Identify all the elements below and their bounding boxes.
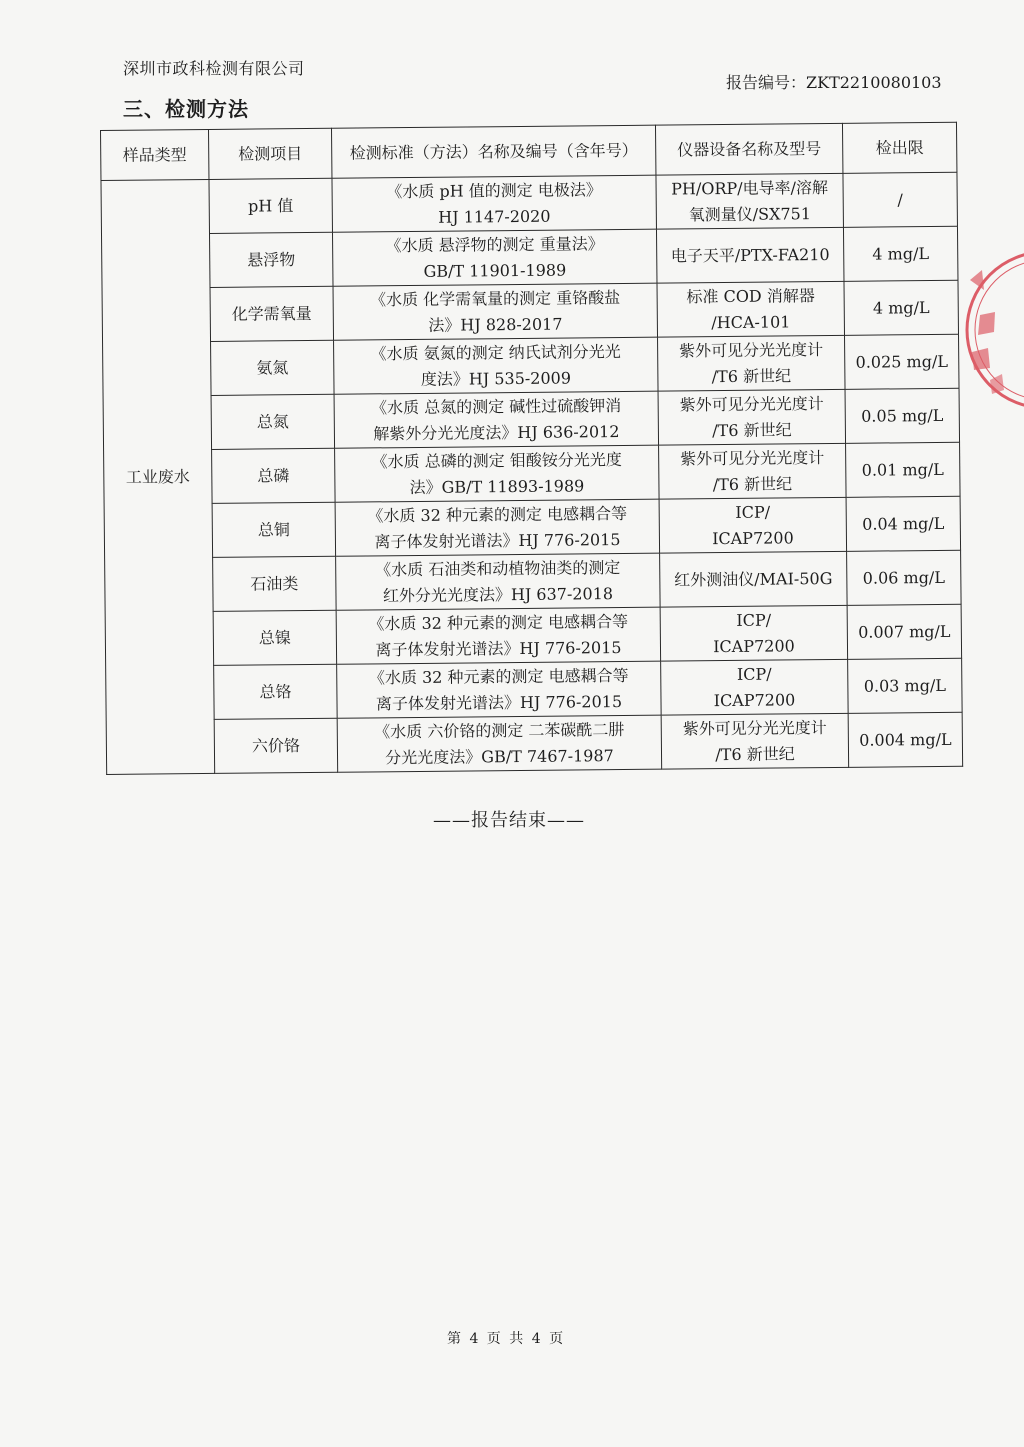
instrument-line: /T6 新世纪 — [712, 473, 793, 494]
page-number: 第 4 页 共 4 页 — [447, 1331, 564, 1347]
detection-limit-cell: 0.004 mg/L — [848, 712, 963, 767]
table-body — [101, 172, 963, 774]
instrument-line: 氧测量仪/SX751 — [688, 203, 812, 224]
col-header-standard: 检测标准（方法）名称及编号（含年号） — [331, 125, 655, 178]
instrument-cell — [659, 443, 847, 499]
report-number: 报告编号：ZKT2210080103 — [726, 73, 942, 92]
section-title: 三、检测方法 — [123, 97, 249, 121]
table-row — [106, 658, 962, 720]
test-item-cell: 悬浮物 — [209, 232, 333, 287]
instrument-line: 标准 COD 消解器 — [686, 285, 815, 306]
detection-limit-cell: 0.01 mg/L — [846, 442, 961, 497]
test-item-cell: 氨氮 — [211, 340, 335, 395]
standard-line: 《水质 总磷的测定 钼酸铵分光光度 — [371, 449, 622, 471]
standard-line: 红外分光光度法》HJ 637-2018 — [382, 583, 614, 605]
test-item-cell: 总铬 — [214, 664, 338, 719]
instrument-line: /T6 新世纪 — [712, 419, 792, 440]
instrument-line: 红外测油仪/MAI-50G — [674, 568, 833, 590]
standard-line: 《水质 总氮的测定 碱性过硫酸钾消 — [370, 395, 622, 417]
col-header-limit: 检出限 — [842, 122, 956, 173]
instrument-line: ICAP7200 — [712, 527, 794, 548]
standard-line: 《水质 六价铬的测定 二苯碳酰二肼 — [374, 719, 625, 741]
standard-line: 离子体发射光谱法》HJ 776-2015 — [374, 529, 621, 551]
instrument-line: ICP/ — [736, 664, 772, 684]
table-row — [102, 226, 958, 288]
standard-cell — [336, 553, 661, 610]
instrument-line: ICAP7200 — [713, 689, 796, 710]
instrument-line: 电子天平/PTX-FA210 — [670, 244, 830, 266]
standard-cell — [333, 283, 658, 340]
standard-cell — [337, 661, 662, 718]
test-item-cell: 石油类 — [213, 556, 337, 611]
table-row — [102, 280, 958, 342]
instrument-cell — [661, 713, 849, 769]
standard-line: 度法》HJ 535-2009 — [420, 367, 572, 389]
method-table-wrapper — [100, 122, 962, 775]
table-row — [105, 550, 961, 612]
standard-line: 《水质 氨氮的测定 纳氏试剂分光光 — [370, 341, 621, 363]
detection-limit-cell: 0.025 mg/L — [845, 334, 960, 389]
standard-line: 《水质 化学需氧量的测定 重铬酸盐 — [369, 287, 621, 309]
standard-line: 法》GB/T 11893-1989 — [409, 475, 585, 497]
instrument-cell — [656, 173, 844, 229]
standard-line: 离子体发射光谱法》HJ 776-2015 — [375, 691, 623, 713]
table-row — [103, 388, 959, 450]
instrument-cell — [660, 551, 848, 607]
instrument-line: /T6 新世纪 — [711, 365, 792, 386]
instrument-line: 紫外可见分光光度计 — [679, 393, 824, 414]
detection-limit-cell: 0.05 mg/L — [845, 388, 960, 443]
instrument-cell — [658, 335, 846, 391]
table-row — [104, 442, 960, 504]
table-row — [101, 172, 957, 234]
test-item-cell: 六价铬 — [214, 718, 338, 773]
standard-line: 分光光度法》GB/T 7467-1987 — [385, 745, 614, 767]
detection-limit-cell: 4 mg/L — [843, 226, 958, 281]
instrument-cell — [657, 281, 845, 337]
report-end-mark: ——报告结束—— — [433, 810, 585, 831]
standard-line: HJ 1147-2020 — [438, 206, 551, 227]
table-row — [103, 334, 959, 396]
instrument-line: 紫外可见分光光度计 — [682, 717, 827, 738]
standard-cell — [335, 445, 660, 502]
standard-cell — [336, 607, 661, 664]
detection-limit-cell: 0.007 mg/L — [847, 604, 962, 659]
detection-limit-cell: 0.06 mg/L — [847, 550, 962, 605]
instrument-line: ICP/ — [735, 502, 771, 522]
test-item-cell: 总镍 — [213, 610, 337, 665]
test-item-cell: 化学需氧量 — [210, 286, 334, 341]
table-header-row — [101, 122, 957, 180]
standard-cell — [332, 175, 657, 232]
standard-line: 离子体发射光谱法》HJ 776-2015 — [375, 637, 622, 659]
standard-line: 法》HJ 828-2017 — [428, 314, 563, 335]
instrument-cell — [659, 497, 847, 553]
method-table — [100, 122, 963, 775]
standard-cell — [337, 715, 662, 772]
instrument-cell — [660, 605, 848, 661]
sample-type-cell: 工业废水 — [101, 179, 215, 774]
detection-limit-cell: 0.04 mg/L — [846, 496, 961, 551]
standard-line: 《水质 悬浮物的测定 重量法》 — [385, 233, 604, 255]
col-header-item: 检测项目 — [208, 128, 331, 179]
test-item-cell: pH 值 — [209, 178, 333, 233]
instrument-line: ICP/ — [736, 610, 772, 630]
standard-line: 《水质 石油类和动植物油类的测定 — [375, 557, 621, 579]
instrument-cell — [661, 659, 849, 715]
standard-line: 《水质 pH 值的测定 电极法》 — [386, 179, 602, 201]
table-row — [104, 496, 960, 558]
col-header-instrument: 仪器设备名称及型号 — [655, 123, 842, 175]
instrument-line: PH/ORP/电导率/溶解 — [671, 177, 829, 199]
instrument-line: /HCA-101 — [711, 311, 791, 332]
instrument-line: 紫外可见分光光度计 — [680, 447, 825, 468]
table-row — [106, 712, 962, 774]
detection-limit-cell: / — [843, 172, 958, 227]
detection-limit-cell: 0.03 mg/L — [848, 658, 963, 713]
standard-line: 《水质 32 种元素的测定 电感耦合等 — [368, 665, 629, 687]
col-header-sample-type: 样品类型 — [101, 129, 209, 180]
test-item-cell: 总铜 — [212, 502, 336, 557]
company-name: 深圳市政科检测有限公司 — [123, 59, 305, 78]
test-item-cell: 总磷 — [212, 448, 336, 503]
company-seal — [950, 240, 1024, 420]
standard-line: 《水质 32 种元素的测定 电感耦合等 — [368, 611, 629, 633]
test-item-cell: 总氮 — [211, 394, 335, 449]
standard-cell — [335, 499, 660, 556]
table-row — [105, 604, 961, 666]
instrument-cell — [656, 227, 844, 283]
instrument-line: ICAP7200 — [713, 635, 795, 656]
standard-cell — [334, 391, 659, 448]
detection-limit-cell: 4 mg/L — [844, 280, 959, 335]
instrument-line: 紫外可见分光光度计 — [679, 339, 824, 360]
instrument-cell — [658, 389, 846, 445]
standard-line: 《水质 32 种元素的测定 电感耦合等 — [367, 503, 628, 525]
standard-line: GB/T 11901-1989 — [423, 260, 567, 281]
standard-cell — [332, 229, 657, 286]
standard-cell — [334, 337, 659, 394]
instrument-line: /T6 新世纪 — [715, 743, 795, 764]
standard-line: 解紫外分光光度法》HJ 636-2012 — [373, 421, 620, 443]
